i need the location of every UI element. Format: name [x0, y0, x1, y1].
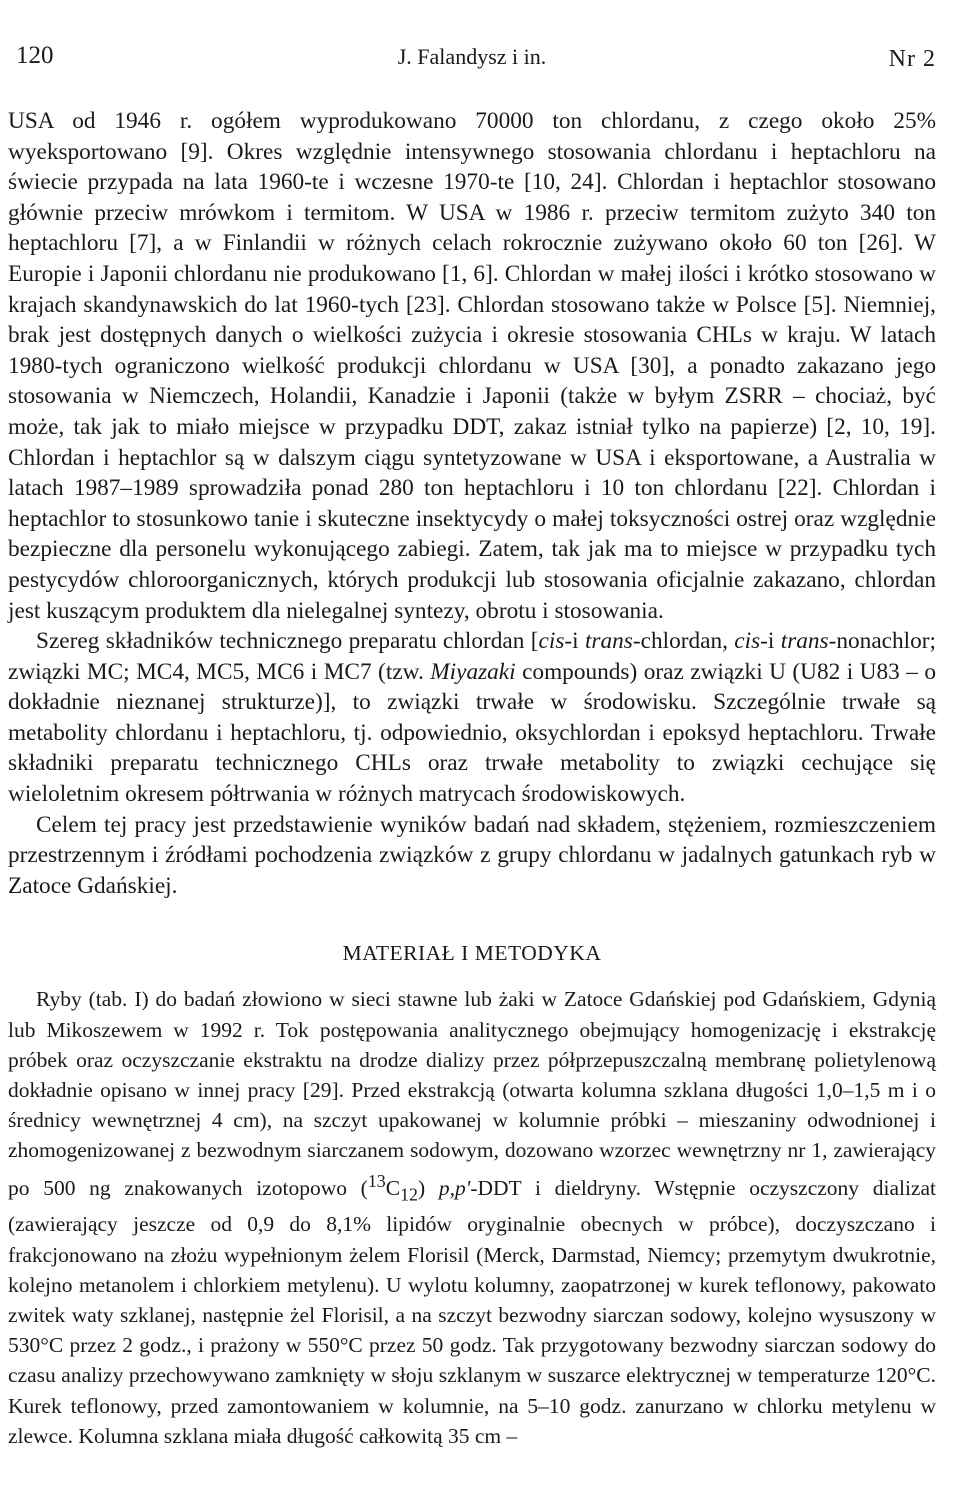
paragraph-2: Szereg składników technicznego preparatu chlordan [cis-i trans-chlordan, cis-i trans-nonachlor; związki MC; MC4, MC5, MC6 i MC7 (tzw. Miyazaki compounds) oraz związki U (U82 i U83 – o dokładnie nieznanej strukturze)], to związki trwałe w środowisku. Szczególnie trwałe są metabolity chlordanu i heptachloru, tj. odpowiednio, oksychlordan i epoksyd heptachloru. Trwałe składniki preparatu technicznego CHLs oraz trwałe metabolity to związki cechujące się wieloletnim okresem półtrwania w różnych matrycach środowiskowych.: [8, 628, 937, 808]
page-number: 120: [16, 42, 54, 69]
paragraph-3: Celem tej pracy jest przedstawienie wyników badań nad składem, stężeniem, rozmieszczeniem przestrzennym i źródłami pochodzenia związków z grupy chlordanu w jadalnych gatunkach ryb w Zatoce Gdańskiej.: [8, 811, 936, 899]
introduction-text: [8, 106, 936, 901]
methods-paragraph: Ryby (tab. I) do badań złowiono w sieci stawne lub żaki w Zatoce Gdańskiej pod Gdańskiem, Gdynią lub Mikoszewem w 1992 r. Tok postępowania analitycznego obejmujący homogenizację i ekstrakcję próbek oraz oczyszczanie ekstraktu na drodze dializy przez półprzepuszczalną membranę polietylenową dokładnie opisano w innej pracy [29]. Przed ekstrakcją (otwarta kolumna szklana długości 1,0–1,5 m i o średnicy wewnętrznej 4 cm), na szczyt upakowanej w kolumnie próbki – mieszaniny odwodnionej i zhomogenizowanej z bezwodnym siarczanem sodowym, dozowano wzorzec wewnętrzny nr 1, zawierający po 500 ng znakowanych izotopowo $(^{13}C_{12})$ p,p'-DDT i dieldryny. Wstępnie oczyszczony dializat (zawierający jeszcze od 0,9 do 8,1% lipidów oryginalnie obecnych w próbce), doczyszczano i frakcjonowano na złożu wypełnionym żelem Florisil (Merck, Darmstad, Niemcy; przemytym dwukrotnie, kolejno metanolem i chlorkiem metylenu). U wylotu kolumny, zaopatrzonej w kurek teflonowy, pakowato zwitek waty szklanej, następnie żel Florisil, a na szczyt bezwodny siarczan sodowy, kolejno wysuszony w 530°C przez 2 godz., i prażony w 550°C przez 50 godz. Tak przygotowany bezwodny siarczan sodowy do czasu analizy przechowywano zamknięty w słoju szklanym w suszarce elektrycznej w temperaturze 120°C. Kurek teflonowy, przed zamontowaniem w kolumnie, na 5–10 godz. zanurzano w chlorku metylenu w zlewce. Kolumna szklana miała długość całkowitą 35 cm –: [8, 987, 936, 1448]
running-header: [8, 0, 936, 80]
methods-text: [8, 984, 936, 1451]
issue-number: Nr 2: [888, 46, 936, 72]
running-title-authors: J. Falandysz i in.: [397, 44, 547, 69]
paragraph-1: USA od 1946 r. ogółem wyprodukowano 70000 ton chlordanu, z czego około 25% wyeksportowano [9]. Okres względnie intensywnego stosowania chlordanu i heptachloru na świecie przypada na lata 1960-te i wczesne 1970-te [10, 24]. Chlordan i heptachlor stosowano głównie przeciw mrówkom i termitom. W USA w 1986 r. przeciw termitom zużyto 340 ton heptachloru [7], a w Finlandii w różnych celach rokrocznie zużywano około 60 ton [26]. W Europie i Japonii chlordanu nie produkowano [1, 6]. Chlordan w małej ilości i krótko stosowano w krajach skandynawskich do lat 1960-tych [23]. Chlordan stosowano także w Polsce [5]. Niemniej, brak jest dostępnych danych o wielkości zużycia i okresie stosowania CHLs w kraju. W latach 1980-tych ograniczono wielkość produkcji chlordanu w USA [30], a ponadto zakazano jego stosowania w Niemczech, Holandii, Kanadzie i Japonii (także w byłym ZSRR – chociaż, być może, tak jak to miało miejsce w przypadku DDT, zakaz istniał tylko na papierze) [2, 10, 19]. Chlordan i heptachlor są w dalszym ciągu syntetyzowane w USA i eksportowane, a Australia w latach 1987–1989 sprowadziła ponad 280 ton heptachloru i 10 ton chlordanu [22]. Chlordan i heptachlor to stosunkowo tanie i skuteczne insektycydy o małej toksyczności ostrej oraz względnie bezpieczne dla personelu wykonującego zabiegi. Zatem, tak jak ma to miejsce w przypadku tych pestycydów chloroorganicznych, których produkcji lub stosowania oficjalnie zakazano, chlordan jest kuszącym produktem dla nielegalnej syntezy, obrotu i stosowania.: [8, 108, 936, 624]
section-heading: MATERIAŁ I METODYKA: [342, 941, 602, 966]
